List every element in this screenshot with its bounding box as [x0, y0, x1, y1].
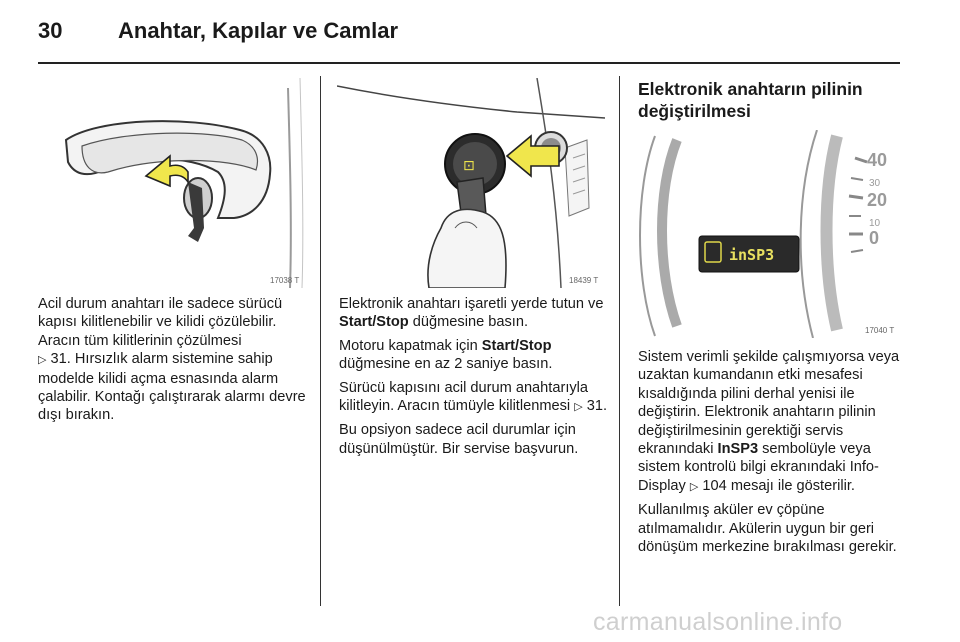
door-handle-illustration [38, 78, 306, 288]
gauge-tick-label: 30 [869, 178, 881, 189]
display-figure [637, 130, 900, 338]
figure-code: 17038 T [270, 276, 300, 285]
gauge-tick-label: 10 [869, 218, 881, 229]
paragraph: Sistem verimli şekilde çalışmıyorsa veya uzaktan kumandanın etki mesafesi kısaldığında pilini derhal yenisi ile değiştirin. Elektronik anahtarın pilinin değiştirilmesinin gerektiği servis ekranındaki InSP3 sembolüyle veya sistem kontrolü bilgi ekranındaki Info-Display ▷ 104 mesajı ile gösterilir. [638, 349, 900, 494]
gauge-tick-label: 20 [867, 190, 888, 210]
figure-code: 18439 T [569, 276, 599, 285]
header-rule [38, 62, 900, 64]
section-title: Elektronik anahtarın pilinin değiştirilmesi [638, 79, 863, 121]
paragraph: Bu opsiyon sadece acil durumlar için düşünülmüştür. Bir servise başvurun. [339, 422, 579, 457]
ignition-figure [337, 78, 605, 288]
paragraph: Elektronik anahtarı işaretli yerde tutun ve Start/Stop düğmesine basın. [339, 296, 604, 331]
column-divider-1 [320, 76, 321, 606]
reference-arrow-icon: ▷ [38, 353, 47, 367]
display-readout: inSP3 [729, 246, 775, 264]
watermark: carmanualsonline.info [593, 608, 843, 636]
column-3-text [638, 348, 902, 561]
page-number: 30 [38, 18, 63, 43]
column-divider-2 [619, 76, 620, 606]
reference-arrow-icon: ▷ [574, 400, 583, 414]
gauge-tick-label: 40 [867, 150, 888, 170]
reference-arrow-icon: ▷ [689, 479, 699, 493]
figure-code: 17040 T [865, 326, 895, 335]
column-2-text [339, 295, 607, 463]
ignition-illustration [337, 78, 605, 288]
paragraph: Acil durum anahtarı ile sadece sürücü kapısı kilitlenebilir ve kilidi çözülebilir. Aracın tüm kilitlerinin çözülmesi ▷ 31. Hırsızlık alarm sistemine sahip modelde kilidi açma esnasında alarm çalabilir. Kontağı çalıştırarak alarmı devre dışı bırakın. [38, 296, 306, 424]
gauge-tick-label: 0 [869, 228, 880, 248]
instrument-display-illustration [637, 130, 900, 338]
paragraph: Kullanılmış aküler ev çöpüne atılmamalıdır. Akülerin uygun bir geri dönüşüm merkezine bırakılması gerekir. [638, 502, 897, 556]
column-1-text [38, 295, 308, 430]
svg-text:⊡: ⊡ [463, 158, 475, 174]
paragraph: Sürücü kapısını acil durum anahtarıyla kilitleyin. Aracın tümüyle kilitlenmesi ▷ 31. [339, 379, 608, 415]
page-title: Anahtar, Kapılar ve Camlar [118, 18, 399, 43]
door-handle-figure [38, 78, 306, 288]
paragraph: Motoru kapatmak için Start/Stop düğmesine en az 2 saniye basın. [339, 337, 553, 373]
